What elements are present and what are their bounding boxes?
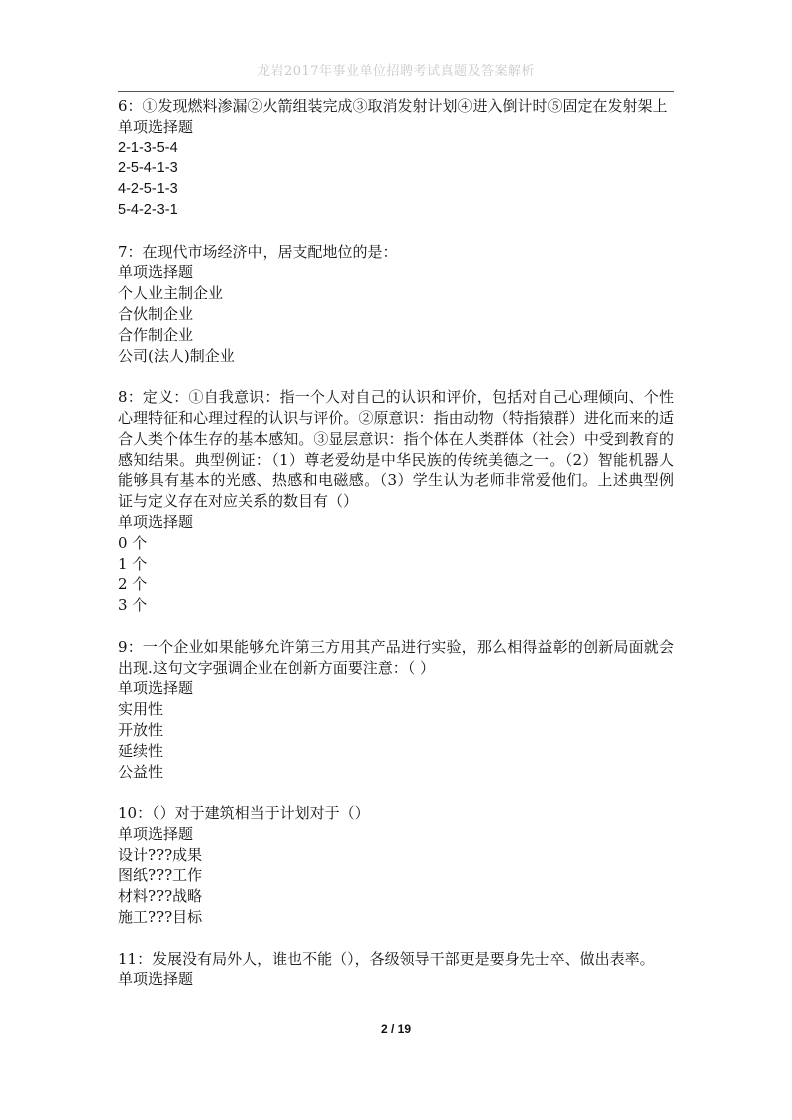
question-stem: 10：（）对于建筑相当于计划对于（） [118,804,370,823]
option-c[interactable]: 延续性 [118,741,164,760]
page-number: 2 / 19 [380,1022,412,1036]
question-type: 单项选择题 [118,824,194,843]
option-b[interactable]: 合伙制企业 [118,304,194,323]
option-d[interactable]: 3 个 [118,596,148,615]
question-10 [118,803,674,928]
option-c[interactable]: 4-2-5-1-3 [118,181,178,198]
option-a[interactable]: 0 个 [118,533,148,552]
question-type: 单项选择题 [118,970,194,989]
option-b[interactable]: 1 个 [118,554,148,573]
question-7 [118,242,674,367]
option-c[interactable]: 2 个 [118,575,148,594]
option-c[interactable]: 材料???战略 [118,887,203,906]
question-list [118,96,674,1011]
question-type: 单项选择题 [118,117,194,136]
option-a[interactable]: 设计???成果 [118,845,203,864]
page-header-title: 龙岩2017年事业单位招聘考试真题及答案解析 [256,64,536,79]
question-stem: 7：在现代市场经济中，居支配地位的是： [118,242,398,261]
question-stem: 11：发展没有局外人，谁也不能（），各级领导干部更是要身先士卒、做出表率。 [118,949,655,968]
option-b[interactable]: 开放性 [118,720,164,739]
option-d[interactable]: 施工???目标 [118,908,203,927]
option-b[interactable]: 图纸???工作 [118,866,203,885]
option-a[interactable]: 2-1-3-5-4 [118,139,178,156]
option-b[interactable]: 2-5-4-1-3 [118,160,178,177]
question-type: 单项选择题 [118,263,194,282]
option-d[interactable]: 5-4-2-3-1 [118,201,178,218]
header-divider [118,91,674,92]
question-stem: 6：①发现燃料渗漏②火箭组装完成③取消发射计划④进入倒计时⑤固定在发射架上 [118,97,668,115]
question-stem: 9：一个企业如果能够允许第三方用其产品进行实验，那么相得益彰的创新局面就会出现.这句文字强调企业在创新方面要注意：（ ） [118,637,674,677]
option-a[interactable]: 个人业主制企业 [118,284,224,303]
option-d[interactable]: 公益性 [118,762,164,781]
option-c[interactable]: 合作制企业 [118,325,194,344]
question-type: 单项选择题 [118,512,194,531]
option-d[interactable]: 公司(法人)制企业 [118,346,235,365]
question-9 [118,637,674,783]
question-type: 单项选择题 [118,679,194,698]
option-a[interactable]: 实用性 [118,700,164,719]
question-6 [118,96,674,221]
question-11 [118,949,674,991]
question-8 [118,387,674,616]
question-stem: 8：定义：①自我意识：指一个人对自己的认识和评价，包括对自己心理倾向、个性心理特征和心理过程的认识与评价。②原意识：指由动物（特指猿群）进化而来的适合人类个体生存的基本感知。③显层意识：指个体在人类群体（社会）中受到教育的感知结果。典型例证：（1）尊老爱幼是中华民族的传统美德之一。（2）智能机器人能够具有基本的光感、热感和电磁感。（3）学生认为老师非常爱他们。上述典型例证与定义存在对应关系的数目有（） [118,388,674,511]
